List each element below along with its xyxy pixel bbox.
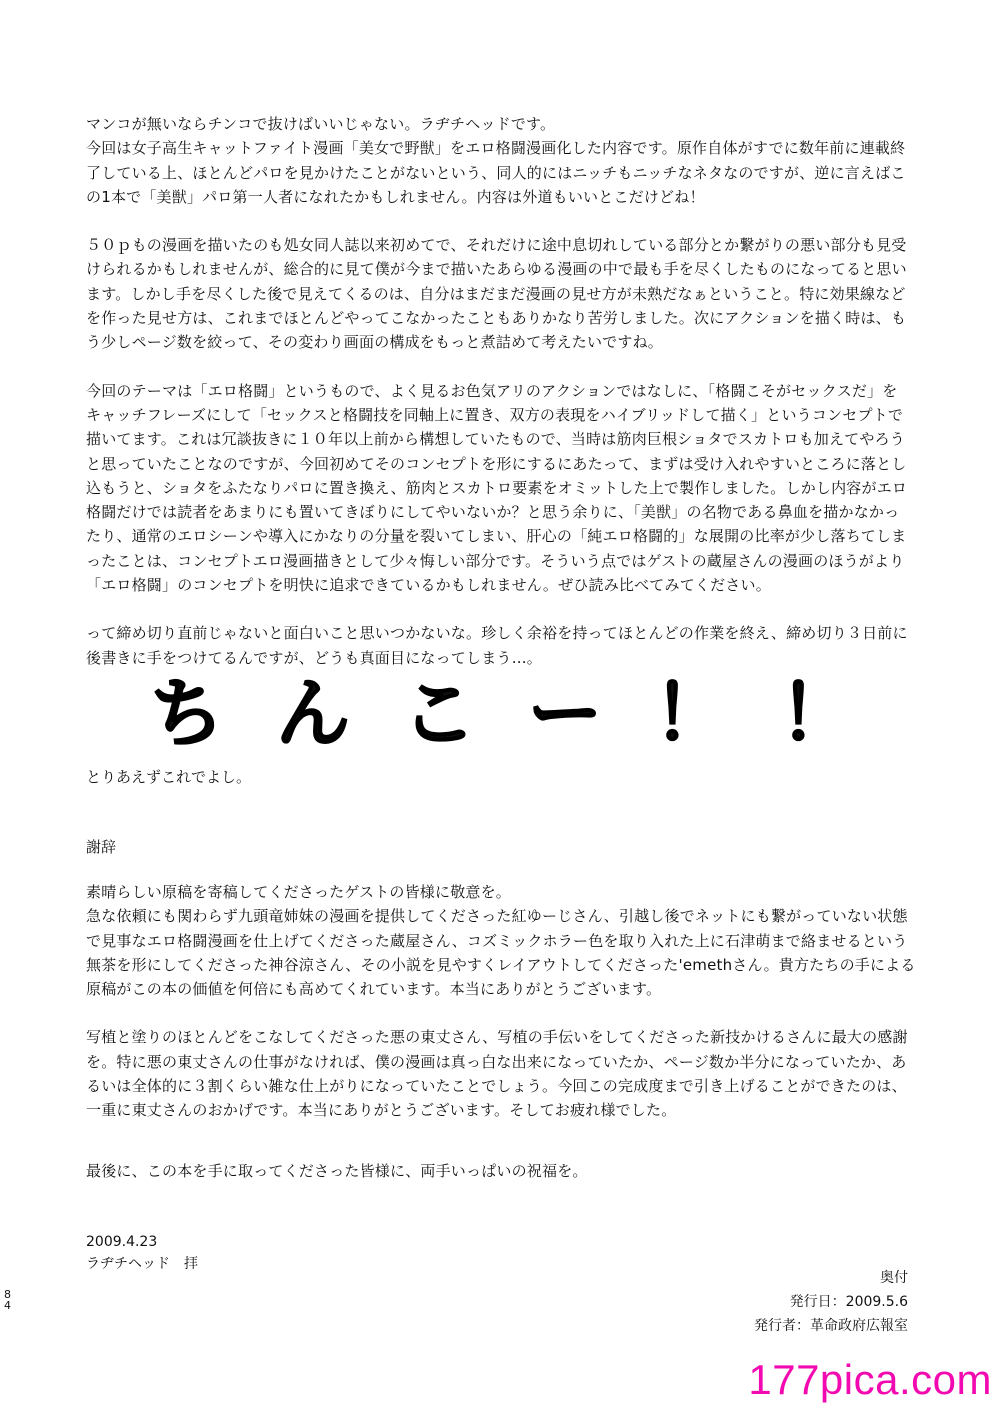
text-line: るいは全体的に３割くらい雑な仕上がりになっていたことでしょう。今回この完成度まで引き上げることができたのは、 <box>86 1077 907 1096</box>
colophon-publisher: 発行者：革命政府広報室 <box>754 1318 908 1334</box>
paragraph-production <box>86 233 926 354</box>
paragraph-deadline <box>86 621 926 670</box>
text-line: 込もうと、ショタをふたなりパロに置き換え、筋肉とスカトロ要素をオミットした上で製作しました。しかし内容がエロ <box>86 478 908 497</box>
acknowledgements-title: 謝辞 <box>86 838 117 856</box>
text-line: 原稿がこの本の価値を何倍にも高めてくれています。本当にありがとうございます。 <box>86 980 662 999</box>
paragraph-intro <box>86 112 926 209</box>
text-line: 素晴らしい原稿を寄稿してくださったゲストの皆様に敬意を。 <box>86 883 512 901</box>
paragraph-assistants <box>86 1025 926 1122</box>
text-line: 格闘だけでは読者をあまりにも置いてきぼりにしてやいないか？と思う余りに、「美獣」の名物である鼻血を描かなかっ <box>86 503 900 522</box>
paragraph-theme <box>86 379 926 598</box>
acknowledgements-body <box>86 880 926 1183</box>
paragraph-guests <box>86 880 926 1001</box>
afterword-body <box>86 112 926 670</box>
text-line: 急な依頼にも関わらず九頭竜姉妹の漫画を提供してくださった紅ゆーじさん、引越し後でネットにも繋がっていない状態 <box>86 907 908 926</box>
text-line: キャッチフレーズにして「セックスと格闘技を同軸上に置き、双方の表現をハイブリッドして描く」というコンセプトで <box>86 405 904 424</box>
text-line: 今回のテーマは「エロ格闘」というもので、よく見るお色気アリのアクションではなしに、「格闘こそがセックスだ」を <box>86 381 898 400</box>
colophon <box>754 1266 908 1338</box>
text-line: の1本で「美獣」パロ第一人者になれたかもしれません。内容は外道もいいとこだけどね！ <box>86 187 705 206</box>
text-line: 了している上、ほとんどパロを見かけたことがないという、同人的にはニッチもニッチなネタなのですが、逆に言えばこ <box>86 163 906 182</box>
text-line: ５０ｐもの漫画を描いたのも処女同人誌以来初めてで、それだけに途中息切れしている部分とか繋がりの悪い部分も見受 <box>86 236 907 255</box>
text-line: 今回は女子高生キャットファイト漫画「美女で野獣」をエロ格闘漫画化した内容です。原作自体がすでに数年前に連載終 <box>86 139 906 158</box>
text-line: う少しページ数を絞って、その変わり画面の構成をもっと煮詰めて考えたいですね。 <box>86 333 664 352</box>
text-line: 「エロ格闘」のコンセプトを明快に追求できているかもしれません。ぜひ読み比べてみてください。 <box>86 576 771 595</box>
signature-name: ラヂチヘッド 拝 <box>86 1256 198 1272</box>
text-line: マンコが無いならチンコで抜けばいいじゃない。ラヂチヘッドです。 <box>86 115 556 133</box>
big-exclaim-heading: ちんこー！！ <box>150 671 906 757</box>
colophon-title: 奥付 <box>880 1270 908 1286</box>
text-line: 一重に東丈さんのおかげです。本当にありがとうございます。そしてお疲れ様でした。 <box>86 1101 677 1120</box>
text-line: 描いてます。これは冗談抜きに１０年以上前から構想していたもので、当時は筋肉巨根ショタでスカトロも加えてやろう <box>86 430 906 449</box>
text-line: って締め切り直前じゃないと面白いこと思いつかないな。珍しく余裕を持ってほとんどの作業を終え、締め切り３日前に <box>86 624 908 643</box>
paragraph-readers <box>86 1159 926 1183</box>
text-line: 無茶を形にしてくださった神谷涼さん、その小説を見やすくレイアウトしてくださった'emethさん。貴方たちの手による <box>86 955 916 974</box>
text-line: けられるかもしれませんが、総合的に見て僕が今まで描いたあらゆる漫画の中で最も手を尽くしたものになってると思い <box>86 260 907 279</box>
site-watermark: 177pica.com <box>748 1356 992 1403</box>
after-exclaim-line: とりあえずこれでよし。 <box>86 768 252 786</box>
text-line: 最後に、この本を手に取ってくださった皆様に、両手いっぱいの祝福を。 <box>86 1161 588 1180</box>
text-line: たり、通常のエロシーンや導入にかなりの分量を裂いてしまい、肝心の「純エロ格闘的」な展開の比率が少し落ちてしま <box>86 527 907 546</box>
text-line: 後書きに手をつけてるんですが、どうも真面目になってしまう…。 <box>86 648 543 667</box>
text-line: 写植と塗りのほとんどをこなしてくださった悪の東丈さん、写植の手伝いをしてくださった新技かけるさんに最大の感謝 <box>86 1028 908 1047</box>
signature-block <box>86 1231 198 1275</box>
signature-date: 2009.4.23 <box>86 1234 158 1250</box>
text-line: と思っていたことなのですが、今回初めてそのコンセプトを形にするにあたって、まずは受け入れやすいところに落とし <box>86 454 907 473</box>
text-line: ったことは、コンセプトエロ漫画描きとして少々悔しい部分です。そういう点ではゲストの蔵屋さんの漫画のほうがより <box>86 551 905 570</box>
text-line: で見事なエロ格闘漫画を仕上げてくださった蔵屋さん、コズミックホラー色を取り入れた上に石津萌まで絡ませるという <box>86 931 908 950</box>
text-line: を。特に悪の東丈さんの仕事がなければ、僕の漫画は真っ白な出来になっていたか、ページ数か半分になっていたか、あ <box>86 1052 907 1071</box>
text-line: ます。しかし手を尽くした後で見えてくるのは、自分はまだまだ漫画の見せ方が未熟だなぁということ。特に効果線など <box>86 284 906 303</box>
page-number-digits: 84 <box>4 1288 11 1312</box>
colophon-issue-date: 発行日：2009.5.6 <box>789 1294 908 1310</box>
text-line: を作った見せ方は、これまでほとんどやってこなかったこともありかなり苦労しました。次にアクションを描く時は、も <box>86 309 907 328</box>
page-number <box>4 1289 12 1311</box>
